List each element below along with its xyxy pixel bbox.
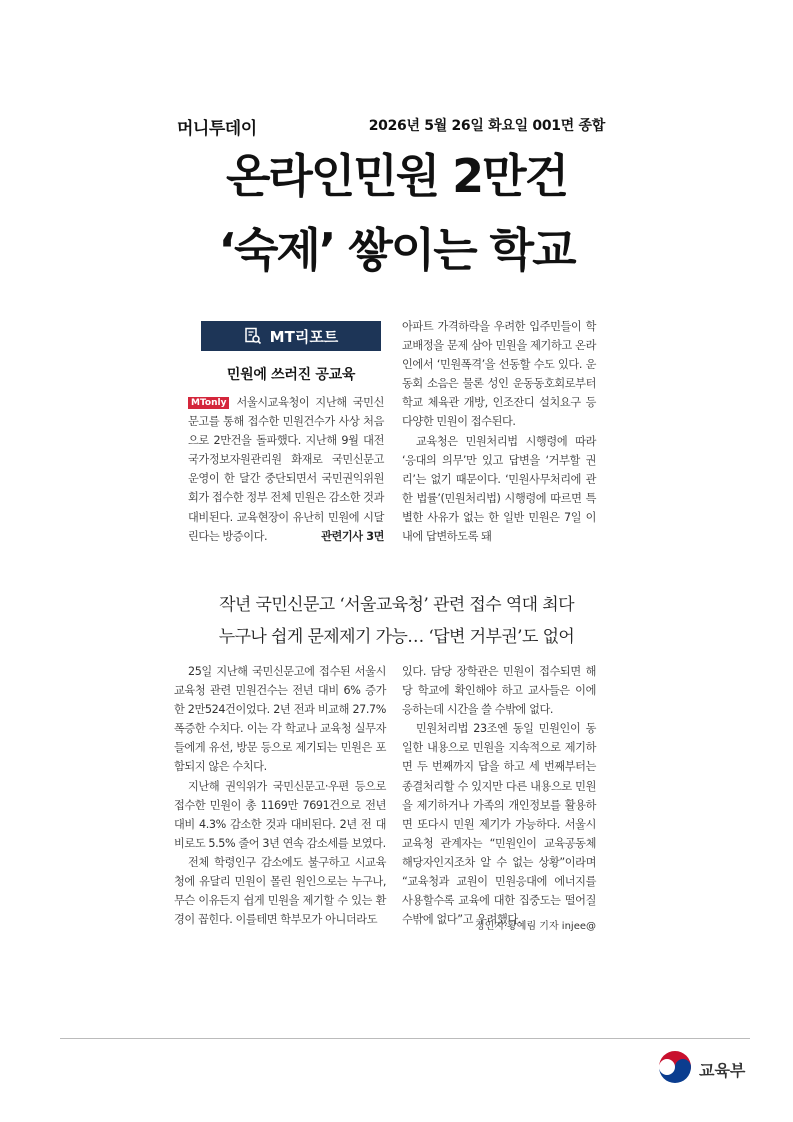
related-article-ref: 관련기사 3면 xyxy=(321,529,384,543)
publication-date: 2026년 5월 26일 화요일 001면 종합 xyxy=(368,118,605,134)
top-right-column xyxy=(402,317,596,546)
body-paragraph: 25일 지난해 국민신문고에 접수된 서울시교육청 관련 민원건수는 전년 대비 6% 증가한 2만524건이었다. 2년 전과 비교해 27.7% 폭증한 수치다. 이는 각 학교나 교육청 실무자들에게 유선, 방문 등으로 제기되는 민원은 포함되지 않은 수치다. xyxy=(174,665,386,774)
headline-line-2: ‘숙제’ 쌓이는 학교 xyxy=(218,223,575,277)
body-paragraph: 전체 학령인구 감소에도 불구하고 시교육청에 유달리 민원이 몰린 원인으로는 누구나, 무슨 이유든지 쉽게 민원을 제기할 수 있는 환경이 꼽힌다. 이를테면 학부모가 아니더라도 xyxy=(174,855,386,927)
subheadline-2: 누구나 쉽게 문제제기 가능… ‘답변 거부권’도 없어 xyxy=(218,627,575,647)
footer-divider xyxy=(60,1038,750,1039)
newspaper-name: 머니투데이 xyxy=(177,119,257,139)
byline: 정인지·황예림 기자 injee@ xyxy=(474,921,596,932)
ministry-name: 교육부 xyxy=(699,1060,746,1080)
lead-text: 서울시교육청이 지난해 국민신문고를 통해 접수한 민원건수가 사상 처음으로 2만건을 돌파했다. 지난해 9월 대전 국가정보자원관리원 화재로 국민신문고 운영이 한 달간 중단되면서 국민권익위원회가 접수한 정부 전체 민원은 감소한 것과 대비된다. 교육현장이 유난히 민원에 시달린다는 방증이다. xyxy=(188,396,384,543)
mt-report-label xyxy=(201,321,381,351)
series-title: 민원에 쓰러진 공교육 xyxy=(226,367,356,383)
document-search-icon xyxy=(244,327,262,345)
top-right-paragraph: 교육청은 민원처리법 시행령에 따라 ‘응대의 의무’만 있고 답변을 ‘거부할 권리’는 없기 때문이다. ‘민원사무처리에 관한 법률’(민원처리법) 시행령에 따르면 특별한 사유가 없는 한 일반 민원은 7일 이내에 답변하도록 돼 xyxy=(402,434,596,544)
body-paragraph: 민원처리법 23조엔 동일 민원인이 동일한 내용으로 민원을 지속적으로 제기하면 두 번째까지 답을 하고 세 번째부터는 종결처리할 수 있지만 다른 내용으로 민원을 제기하거나 가족의 개인정보를 활용하면 또다시 민원 제기가 가능하다. 서울시교육청 관계자는 “민원인이 교육공동체 해당자인지조차 알 수 없는 상황”이라며 “교육청과 교원이 민원응대에 에너지를 사용할수록 교육에 대한 집중도는 떨어질 수밖에 없다”고 우려했다. xyxy=(402,722,596,927)
subheadline-1: 작년 국민신문고 ‘서울교육청’ 관련 접수 역대 최다 xyxy=(219,595,574,615)
mt-only-badge: MTonly xyxy=(188,397,229,409)
body-paragraph: 지난해 권익위가 국민신문고·우편 등으로 접수한 민원이 총 1169만 7691건으로 전년 대비 4.3% 감소한 것과 대비된다. 2년 전 대비로도 5.5% 줄어 3년 연속 감소세를 보였다. xyxy=(174,779,386,850)
lead-paragraph xyxy=(188,393,384,546)
report-label-text: MT리포트 xyxy=(269,327,339,346)
taegeuk-logo-icon xyxy=(657,1049,693,1089)
top-right-paragraph: 아파트 가격하락을 우려한 입주민들이 학교배정을 문제 삼아 민원을 제기하고 온라인에서 ‘민원폭격’을 선동할 수도 있다. 운동회 소음은 물론 성인 운동동호회로부터 학교 체육관 개방, 인조잔디 설치요구 등 다양한 민원이 접수된다. xyxy=(402,320,596,429)
masthead xyxy=(177,114,607,138)
body-paragraph: 있다. 담당 장학관은 민원이 접수되면 해당 학교에 확인해야 하고 교사들은 이에 응하는데 시간을 쓸 수밖에 없다. xyxy=(402,665,596,717)
body-right-column xyxy=(402,662,596,929)
headline-line-1: 온라인민원 2만건 xyxy=(225,149,568,203)
body-left-column xyxy=(174,662,386,929)
ministry-logo xyxy=(657,1050,745,1088)
